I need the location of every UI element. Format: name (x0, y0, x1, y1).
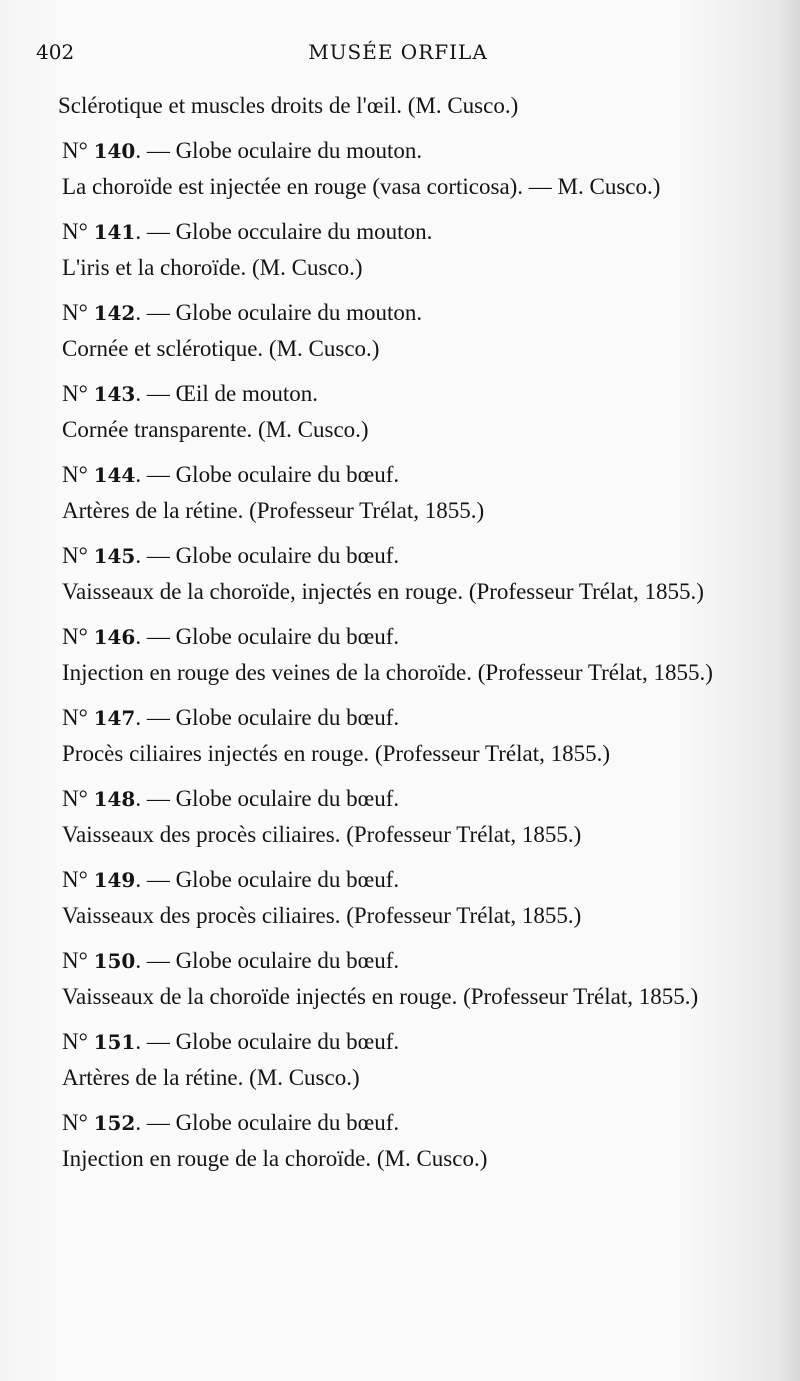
entry-number: 150 (93, 949, 136, 973)
entry-title: Globe oculaire du bœuf. (175, 705, 400, 730)
entry-description: Vaisseaux de la choroïde injectés en rouge. (Professeur Trélat, 1855.) (62, 984, 699, 1009)
entry-description: L'iris et la choroïde. (M. Cusco.) (62, 255, 363, 280)
catalog-entry (30, 862, 770, 933)
entry-description: Artères de la rétine. (M. Cusco.) (62, 1065, 360, 1090)
entry-number: 146 (93, 625, 136, 649)
entry-number-prefix: N° (62, 138, 94, 163)
entry-title: Globe oculaire du bœuf. (175, 867, 400, 892)
entry-dash: . — (135, 867, 176, 892)
entry-description: Vaisseaux des procès ciliaires. (Professeur Trélat, 1855.) (62, 822, 582, 847)
entry-title: Globe oculaire du mouton. (175, 138, 423, 163)
catalog-entry (30, 1024, 770, 1095)
catalog-entry (30, 700, 770, 771)
entry-heading (30, 457, 770, 493)
entry-dash: . — (135, 300, 176, 325)
entry-number: 142 (93, 301, 136, 325)
entry-title: Globe oculaire du bœuf. (175, 948, 400, 973)
entry-heading (30, 700, 770, 736)
entry-description: Injection en rouge de la choroïde. (M. Cusco.) (62, 1146, 488, 1171)
entry-number: 152 (93, 1111, 136, 1135)
entry-title: Œil de mouton. (175, 381, 319, 406)
catalog-entry (30, 133, 770, 204)
entry-dash: . — (135, 1110, 176, 1135)
entry-dash: . — (135, 705, 176, 730)
entry-number-prefix: N° (62, 1029, 94, 1054)
entry-number-prefix: N° (62, 462, 94, 487)
entry-number: 140 (93, 139, 136, 163)
entry-number-prefix: N° (62, 867, 94, 892)
entry-dash: . — (135, 462, 176, 487)
running-title: MUSÉE ORFILA (308, 40, 488, 64)
entry-number: 145 (93, 544, 136, 568)
entry-heading (30, 1024, 770, 1060)
entry-heading (30, 1105, 770, 1141)
entry-title: Globe oculaire du mouton. (175, 300, 423, 325)
entry-title: Globe oculaire du bœuf. (175, 1110, 400, 1135)
entry-number: 141 (93, 220, 136, 244)
entry-dash: . — (135, 219, 176, 244)
catalog-entry (30, 214, 770, 285)
entry-number: 149 (93, 868, 136, 892)
catalog-entries (30, 88, 770, 1186)
entry-dash: . — (135, 948, 176, 973)
entry-number: 144 (93, 463, 136, 487)
entry-description: La choroïde est injectée en rouge (vasa corticosa). — M. Cusco.) (62, 174, 661, 199)
entry-dash: . — (135, 624, 176, 649)
entry-heading (30, 619, 770, 655)
entry-number-prefix: N° (62, 948, 94, 973)
entry-description: Vaisseaux des procès ciliaires. (Professeur Trélat, 1855.) (62, 903, 582, 928)
entry-heading (30, 295, 770, 331)
entry-dash: . — (135, 1029, 176, 1054)
catalog-entry (30, 538, 770, 609)
catalog-entry (30, 457, 770, 528)
catalog-entry (30, 295, 770, 366)
entry-dash: . — (135, 543, 176, 568)
entry-heading (30, 943, 770, 979)
catalog-entry (30, 619, 770, 690)
catalog-entry (30, 943, 770, 1014)
entry-title: Globe oculaire du bœuf. (175, 786, 400, 811)
entry-number-prefix: N° (62, 219, 94, 244)
entry-description: Procès ciliaires injectés en rouge. (Professeur Trélat, 1855.) (62, 741, 611, 766)
catalog-entry (30, 1105, 770, 1176)
entry-dash: . — (135, 138, 176, 163)
entry-number-prefix: N° (62, 543, 94, 568)
entry-heading (30, 133, 770, 169)
entry-description: Cornée et sclérotique. (M. Cusco.) (62, 336, 380, 361)
entry-number: 147 (93, 706, 136, 730)
entry-heading (30, 862, 770, 898)
entry-number-prefix: N° (62, 300, 94, 325)
entry-number-prefix: N° (62, 381, 94, 406)
page-header (36, 40, 760, 70)
catalog-entry (30, 376, 770, 447)
entry-dash: . — (135, 381, 176, 406)
entry-title: Globe oculaire du bœuf. (175, 462, 400, 487)
intro-line: Sclérotique et muscles droits de l'œil. (M. Cusco.) (58, 93, 519, 118)
entry-title: Globe occulaire du mouton. (175, 219, 433, 244)
entry-number-prefix: N° (62, 786, 94, 811)
entry-number: 143 (93, 382, 136, 406)
entry-title: Globe oculaire du bœuf. (175, 624, 400, 649)
entry-heading (30, 781, 770, 817)
entry-number-prefix: N° (62, 1110, 94, 1135)
entry-description: Cornée transparente. (M. Cusco.) (62, 417, 369, 442)
entry-description: Vaisseaux de la choroïde, injectés en rouge. (Professeur Trélat, 1855.) (62, 579, 704, 604)
entry-description: Injection en rouge des veines de la choroïde. (Professeur Trélat, 1855.) (62, 660, 713, 685)
entry-heading (30, 376, 770, 412)
entry-dash: . — (135, 786, 176, 811)
entry-number-prefix: N° (62, 705, 94, 730)
entry-number: 148 (93, 787, 136, 811)
entry-heading (30, 538, 770, 574)
catalog-entry (30, 781, 770, 852)
entry-title: Globe oculaire du bœuf. (175, 543, 400, 568)
entry-title: Globe oculaire du bœuf. (175, 1029, 400, 1054)
entry-number: 151 (93, 1030, 136, 1054)
entry-number-prefix: N° (62, 624, 94, 649)
entry-heading (30, 214, 770, 250)
page-number: 402 (36, 40, 75, 64)
entry-description: Artères de la rétine. (Professeur Trélat, 1855.) (62, 498, 485, 523)
